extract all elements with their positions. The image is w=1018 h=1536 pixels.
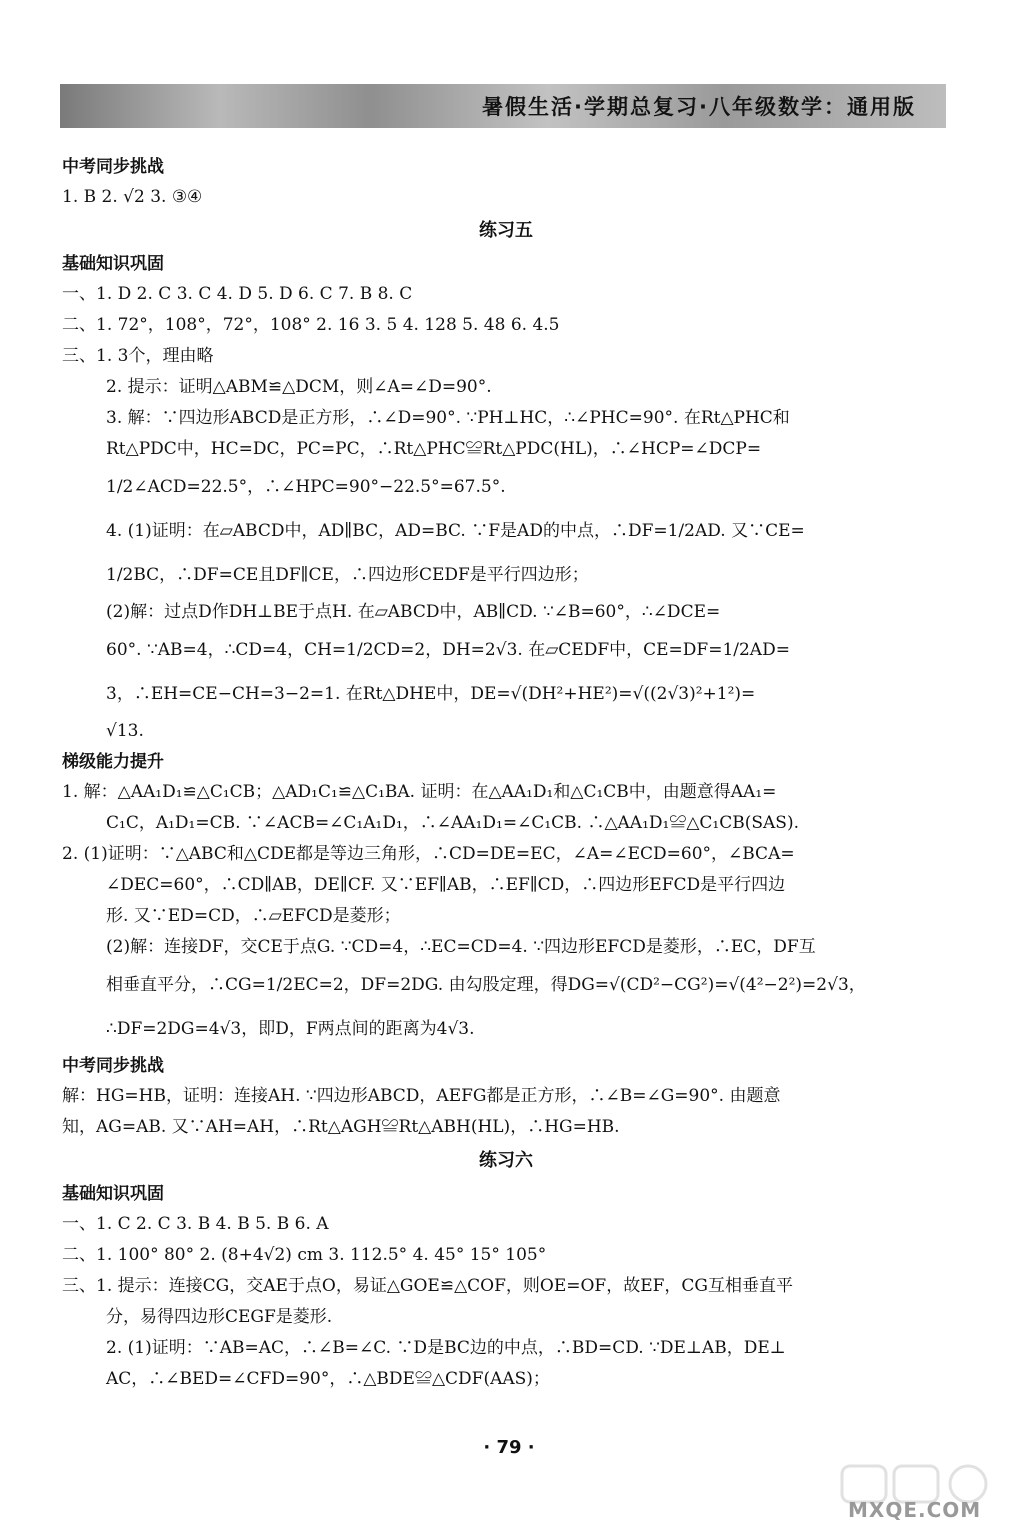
answer-line: AC，∴∠BED=∠CFD=90°，∴△BDE≌△CDF(AAS)； [106,1369,550,1389]
answer-line: (2)解：连接DF，交CE于点G. ∵CD=4，∴EC=CD=4. ∵四边形EFCD是菱形，∴EC，DF互 [106,937,816,957]
answer-line: 知，AG=AB. 又∵AH=AH，∴Rt△AGH≌Rt△ABH(HL)，∴HG=HB. [62,1117,620,1137]
answer-line: (2)解：过点D作DH⊥BE于点H. 在▱ABCD中，AB∥CD. ∵∠B=60°，∴∠DCE= [106,602,721,622]
header-title: 暑假生活·学期总复习·八年级数学：通用版 [482,95,916,119]
answer-line: 2. (1)证明：∵AB=AC，∴∠B=∠C. ∵D是BC边的中点，∴BD=CD. ∵DE⊥AB，DE⊥ [106,1338,786,1358]
answer-line: 1/2∠ACD=22.5°，∴∠HPC=90°−22.5°=67.5°. [106,477,506,497]
page-number: · 79 · [483,1437,535,1458]
answer-line: 一、1. C 2. C 3. B 4. B 5. B 6. A [62,1214,329,1234]
answer-line: 三、1. 3个，理由略 [62,346,214,366]
answer-line: 2. 提示：证明△ABM≌△DCM，则∠A=∠D=90°. [106,377,492,397]
answer-line: 二、1. 72°，108°，72°，108° 2. 16 3. 5 4. 128 5. 48 6. 4.5 [62,315,560,335]
answer-line: 三、1. 提示：连接CG，交AE于点O，易证△GOE≌△COF，则OE=OF，故EF，CG互相垂直平 [62,1276,794,1296]
answer-line: 一、1. D 2. C 3. C 4. D 5. D 6. C 7. B 8. C [62,284,413,304]
answer-line: 3. 解：∵四边形ABCD是正方形，∴∠D=90°. ∵PH⊥HC，∴∠PHC=90°. 在Rt△PHC和 [106,408,790,428]
watermark-text: MXQE.COM [848,1498,982,1522]
answer-line: ∠DEC=60°，∴CD∥AB，DE∥CF. 又∵EF∥AB，∴EF∥CD，∴四边形EFCD是平行四边 [106,875,786,895]
answer-line: Rt△PDC中，HC=DC，PC=PC，∴Rt△PHC≌Rt△PDC(HL)，∴∠HCP=∠DCP= [106,439,762,459]
answer-line: 60°. ∵AB=4，∴CD=4，CH=1/2CD=2，DH=2√3. 在▱CEDF中，CE=DF=1/2AD= [106,640,790,660]
answer-line: 相垂直平分，∴CG=1/2EC=2，DF=2DG. 由勾股定理，得DG=√(CD²−CG²)=√(4²−2²)=2√3， [106,975,866,995]
section-heading: 基础知识巩固 [62,1184,164,1204]
answer-line: 2. (1)证明：∵△ABC和△CDE都是等边三角形，∴CD=DE=EC，∠A=∠ECD=60°，∠BCA= [62,844,795,864]
answer-line: √13. [106,721,144,741]
answer-line: 3，∴EH=CE−CH=3−2=1. 在Rt△DHE中，DE=√(DH²+HE²)=√((2√3)²+1²)= [106,684,756,704]
answer-line: 二、1. 100° 80° 2. (8+4√2) cm 3. 112.5° 4. 45° 15° 105° [62,1245,547,1265]
answer-line: ∴DF=2DG=4√3，即D，F两点间的距离为4√3. [106,1019,475,1039]
section-heading: 梯级能力提升 [62,752,164,772]
section-heading: 基础知识巩固 [62,254,164,274]
section-heading: 中考同步挑战 [62,157,164,177]
exercise-title: 练习六 [479,1150,533,1171]
answer-line: 解：HG=HB，证明：连接AH. ∵四边形ABCD，AEFG都是正方形，∴∠B=∠G=90°. 由题意 [62,1086,781,1106]
running-header [60,84,946,128]
answer-content [62,152,950,1395]
answer-line: 1/2BC，∴DF=CE且DF∥CE，∴四边形CEDF是平行四边形； [106,565,589,585]
answer-line: 4. (1)证明：在▱ABCD中，AD∥BC，AD=BC. ∵F是AD的中点，∴DF=1/2AD. 又∵CE= [106,521,805,541]
answer-line: 分，易得四边形CEGF是菱形. [106,1307,333,1327]
exercise-title: 练习五 [479,220,533,241]
answer-line: 1. B 2. √2 3. ③④ [62,187,203,207]
section-heading: 中考同步挑战 [62,1056,164,1076]
answer-line: C₁C，A₁D₁=CB. ∵∠ACB=∠C₁A₁D₁，∴∠AA₁D₁=∠C₁CB. ∴△AA₁D₁≌△C₁CB(SAS). [106,813,799,833]
answer-line: 1. 解：△AA₁D₁≌△C₁CB；△AD₁C₁≌△C₁BA. 证明：在△AA₁D₁和△C₁CB中，由题意得AA₁= [62,782,777,802]
answer-line: 形. 又∵ED=CD，∴▱EFCD是菱形； [106,906,401,926]
